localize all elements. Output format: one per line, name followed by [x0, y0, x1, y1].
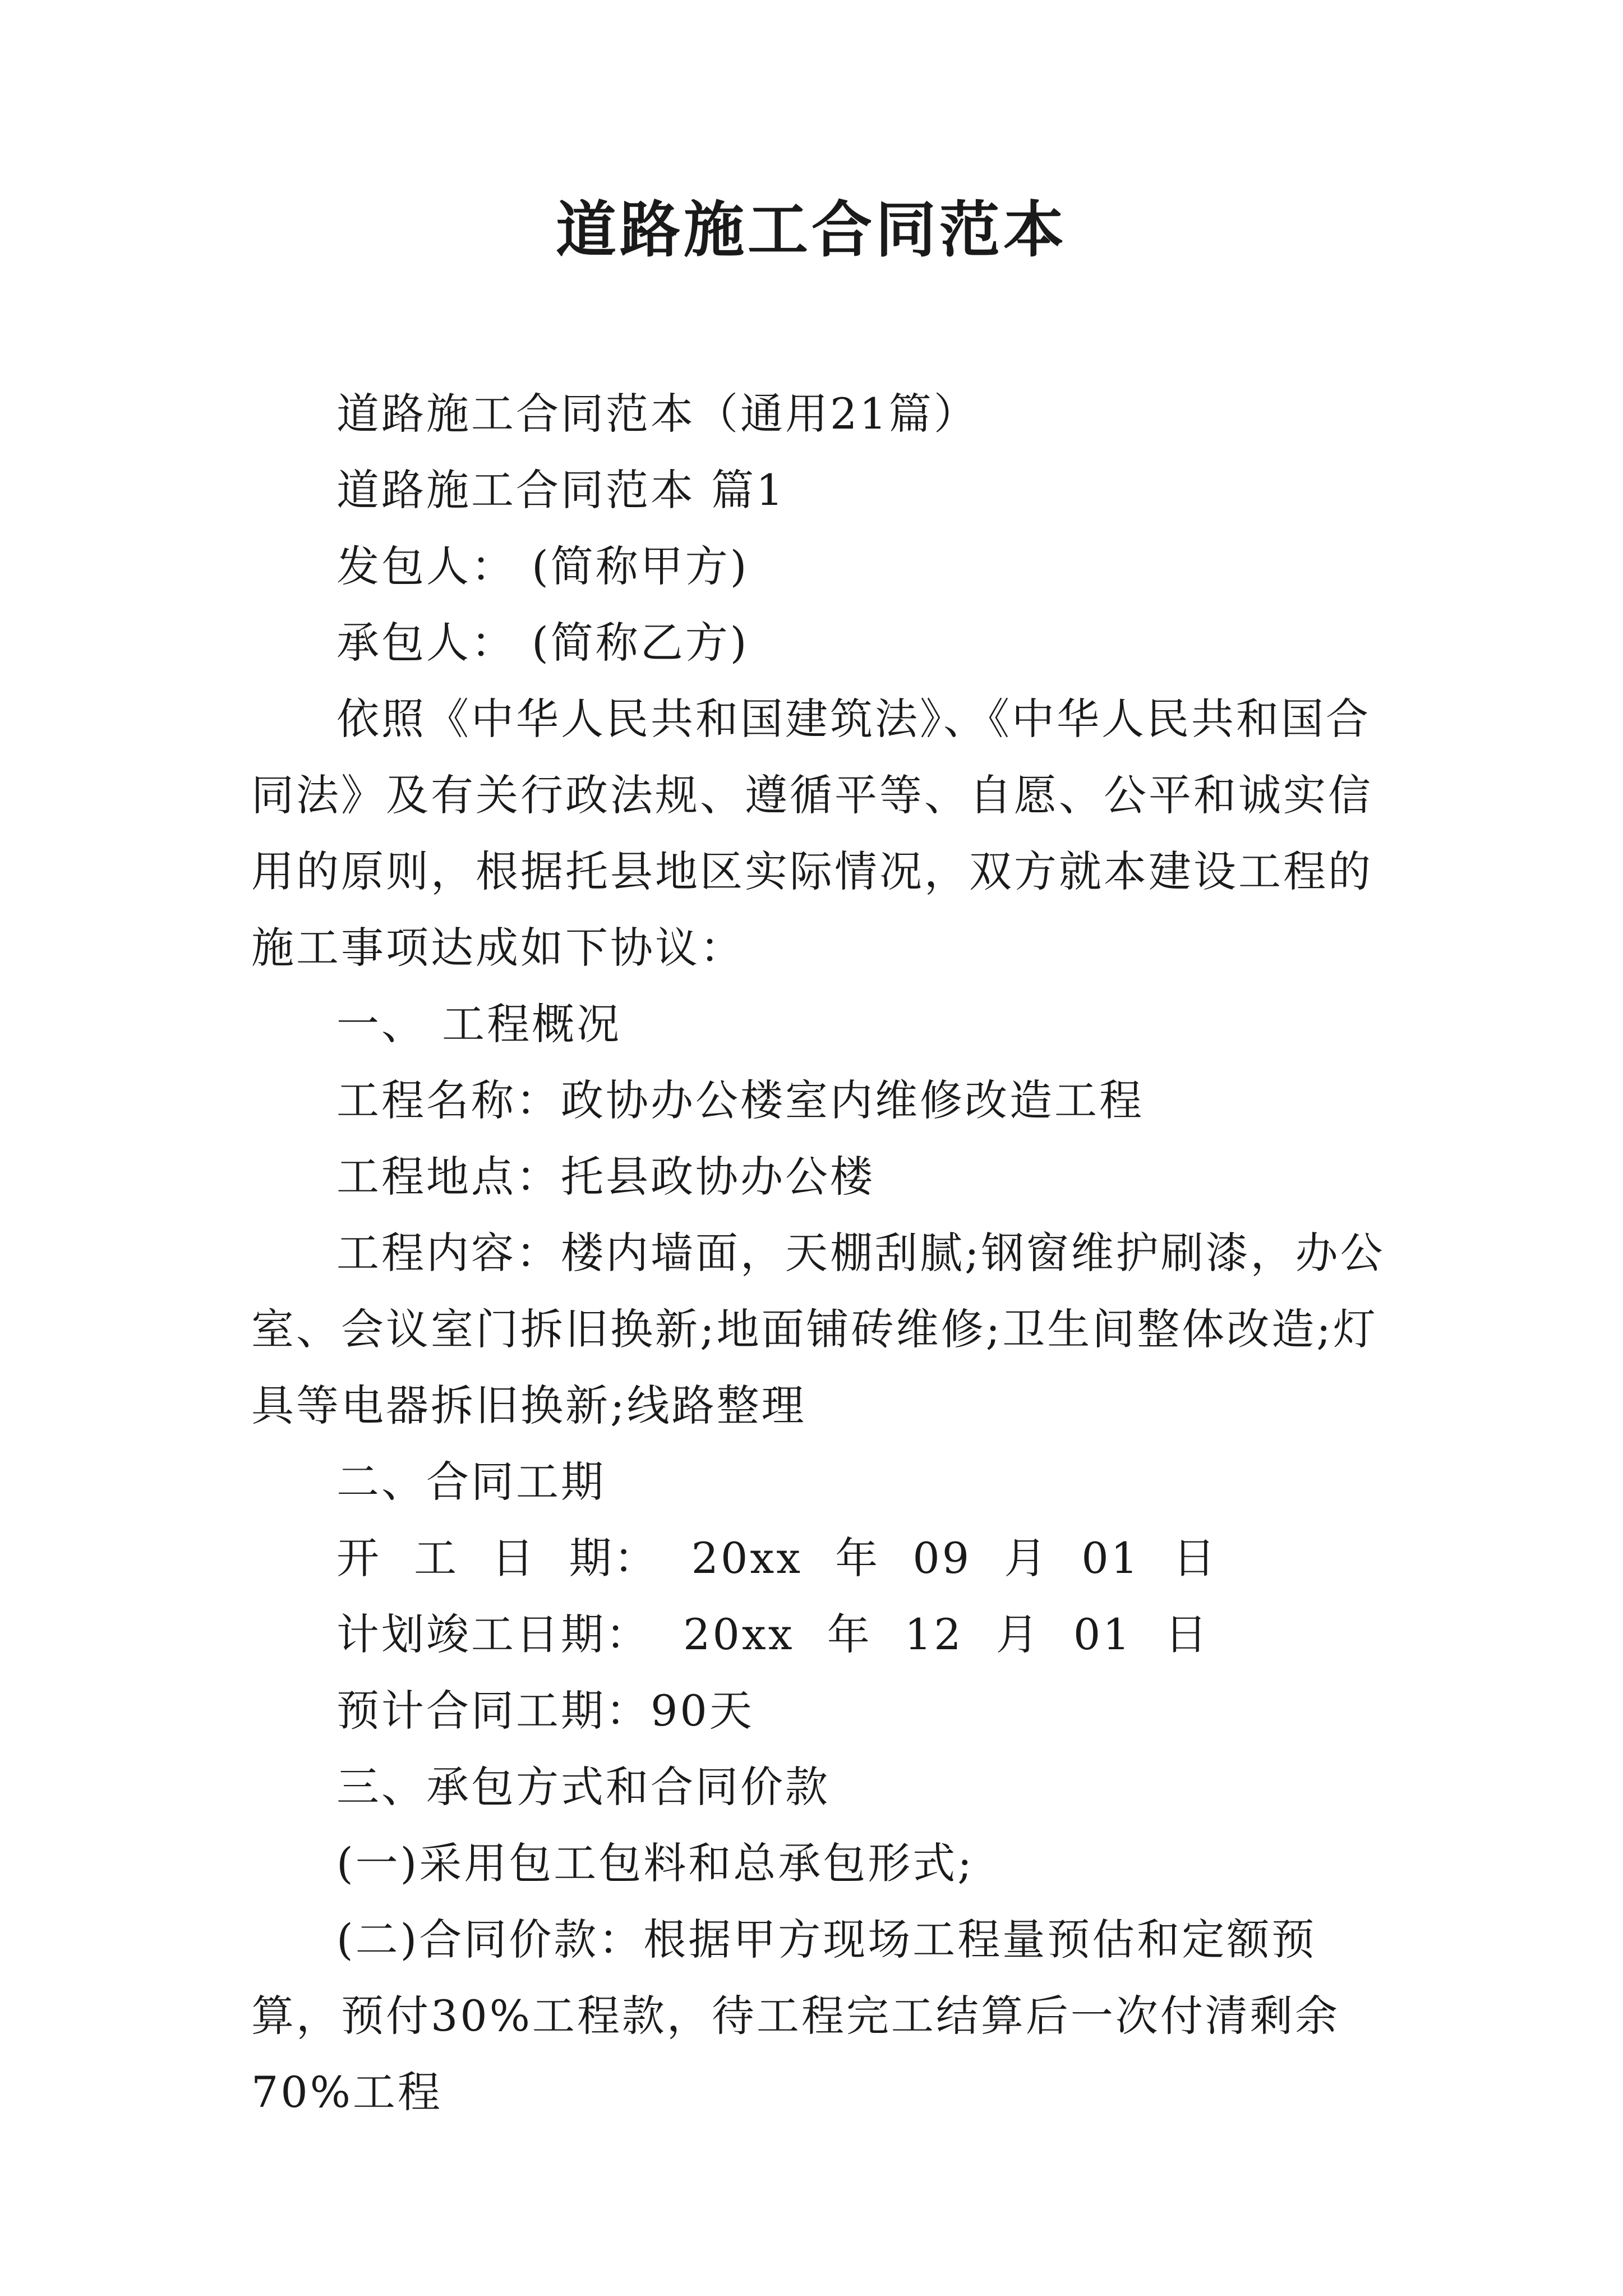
paragraph-start-date: 开 工 日 期： 20xx 年 09 月 01 日 — [336, 1533, 1218, 1583]
document-body — [251, 376, 1390, 2131]
document-title: 道路施工合同范本 — [555, 195, 1067, 265]
paragraph-heading-period: 二、合同工期 — [336, 1457, 606, 1507]
paragraph-project-location: 工程地点：托县政协办公楼 — [336, 1152, 875, 1202]
paragraph-heading-overview: 一、 工程概况 — [336, 999, 622, 1049]
paragraph-contract-form: (一)采用包工包料和总承包形式; — [336, 1838, 974, 1888]
paragraph-section-heading: 道路施工合同范本 篇1 — [336, 465, 786, 515]
paragraph-completion-date: 计划竣工日期： 20xx 年 12 月 01 日 — [336, 1609, 1210, 1659]
paragraph-employer: 发包人： (简称甲方) — [336, 541, 749, 591]
paragraph-preamble: 依照《中华人民共和国建筑法》、《中华人民共和国合同法》及有关行政法规、遵循平等、自愿、公平和诚实信用的原则，根据托县地区实际情况，双方就本建设工程的施工事项达成如下协议： — [251, 694, 1373, 973]
paragraph-contractor: 承包人： (简称乙方) — [336, 618, 749, 668]
paragraph-duration: 预计合同工期：90天 — [336, 1686, 754, 1736]
paragraph-contract-price: (二)合同价款：根据甲方现场工程量预估和定额预算，预付30%工程款，待工程完工结算后一次付清剩余70%工程 — [251, 1915, 1340, 2117]
paragraph-heading-price: 三、承包方式和合同价款 — [336, 1762, 830, 1812]
paragraph-project-name: 工程名称：政协办公楼室内维修改造工程 — [336, 1075, 1144, 1125]
paragraph-subtitle: 道路施工合同范本（通用21篇） — [336, 389, 979, 439]
paragraph-project-content: 工程内容：楼内墙面，天棚刮腻;钢窗维护刷漆，办公室、会议室门拆旧换新;地面铺砖维修;卫生间整体改造;灯具等电器拆旧换新;线路整理 — [251, 1228, 1385, 1430]
